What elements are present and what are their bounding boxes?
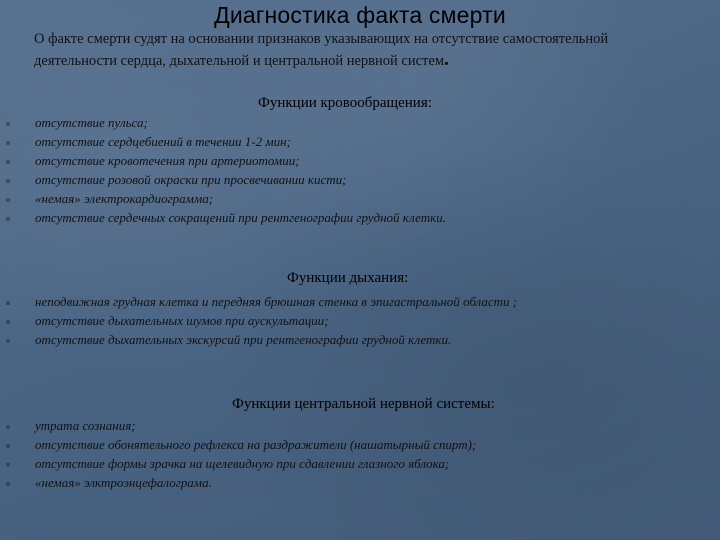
list-item: отсутствие розовой окраски при просвечивании кисти; [0,170,446,189]
section-heading-cns: Функции центральной нервной системы: [232,396,495,412]
list-item: отсутствие обонятельного рефлекса на раздражители (нашатырный спирт); [0,435,476,454]
intro-paragraph [34,29,694,71]
section-heading-breathing: Функции дыхания: [287,270,409,286]
section-heading-circulation: Функции кровообращения: [258,95,432,111]
list-item: отсутствие кровотечения при артериотомии; [0,151,446,170]
list-item: отсутствие дыхательных шумов при аускультации; [0,311,517,330]
list-item: «немая» элктроэнцефалограма. [0,473,476,492]
intro-text: О факте смерти судят на основании признаков указывающих на отсутствие самостоятельной деятельности сердца, дыхательной и центральной нервной систем [34,31,609,69]
list-item: утрата сознания; [0,416,476,435]
cns-list [0,416,476,492]
list-item: неподвижная грудная клетка и передняя брюшная стенка в эпигастральной области ; [0,292,517,311]
list-item: отсутствие пульса; [0,113,446,132]
list-item: отсутствие дыхательных экскурсий при рентгенографии грудной клетки. [0,330,517,349]
circulation-list [0,113,446,227]
list-item: отсутствие сердцебиений в течении 1-2 мин; [0,132,446,151]
list-item: отсутствие формы зрачка на щелевидную при сдавлении глазного яблока; [0,454,476,473]
breathing-list [0,292,517,349]
list-item: отсутствие сердечных сокращений при рентгенографии грудной клетки. [0,208,446,227]
list-item: «немая» электрокардиограмма; [0,189,446,208]
intro-end: . [444,48,449,70]
slide-title: Диагностика факта смерти [214,2,506,28]
